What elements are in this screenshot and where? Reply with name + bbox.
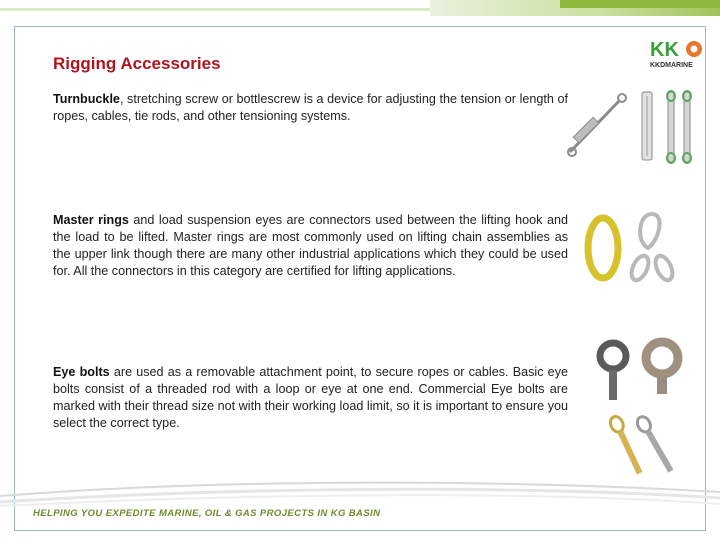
term-master-rings: Master rings bbox=[53, 213, 129, 227]
eye-bolts-paragraph bbox=[53, 364, 568, 432]
turnbuckle-text: , stretching screw or bottlescrew is a device for adjusting the tension or length of ropes, cables, tie rods, and other tensioning systems. bbox=[53, 92, 568, 123]
turnbuckle-image bbox=[560, 88, 704, 168]
master-ring-image bbox=[582, 206, 692, 286]
svg-text:KK: KK bbox=[650, 39, 679, 61]
top-decor-bar bbox=[0, 0, 720, 24]
page-title: Rigging Accessories bbox=[53, 54, 221, 73]
term-turnbuckle: Turnbuckle bbox=[53, 92, 120, 106]
master-rings-paragraph bbox=[53, 212, 568, 280]
master-rings-text: and load suspension eyes are connectors used between the lifting hook and the load to be lifted. Master rings are most commonly used on lifting chain assemblies as the upper link though there are many other industrial applications which they could be used for. All the connectors in this category are certified for lifting applications. bbox=[53, 213, 568, 278]
turnbuckle-paragraph bbox=[53, 91, 568, 125]
eye-bolt-image bbox=[592, 336, 692, 476]
svg-text:KKDMARINE: KKDMARINE bbox=[650, 62, 693, 69]
term-eye-bolts: Eye bolts bbox=[53, 365, 110, 379]
eye-bolts-text: are used as a removable attachment point, to secure ropes or cables. Basic eye bolts consist of a threaded rod with a loop or eye at one end. Commercial Eye bolts are marked with their thread size not with their working load limit, so it is important to ensure you select the correct type. bbox=[53, 365, 568, 430]
footer-tagline: HELPING YOU EXPEDITE MARINE, OIL & GAS PROJECTS IN KG BASIN bbox=[33, 508, 381, 519]
kkd-marine-logo bbox=[648, 34, 704, 70]
